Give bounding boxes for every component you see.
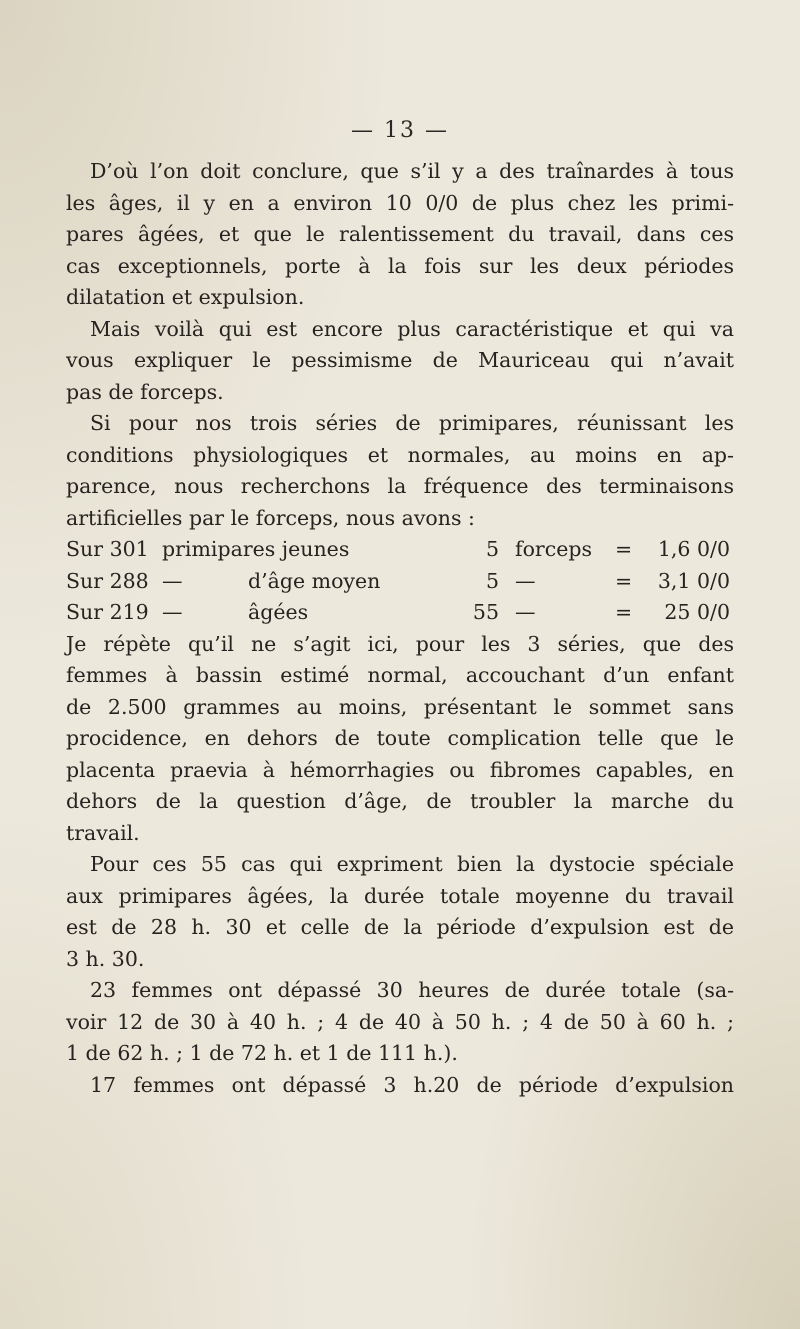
ditto-dash: — — [515, 600, 536, 624]
forceps-table — [66, 534, 734, 629]
percent-cell: 3,1 0/0 — [657, 568, 730, 593]
table-row — [66, 534, 734, 566]
label-cell — [499, 566, 615, 598]
label-cell — [499, 597, 615, 629]
body-text — [66, 156, 734, 1101]
paragraph-line: Je répète qu’il ne s’agit ici, pour les 3 séries, que des — [66, 631, 734, 656]
paragraph-line: D’où l’on doit conclure, que s’il y a des traînardes à tous — [90, 159, 734, 183]
paragraph-line: 1 de 62 h. ; 1 de 72 h. et 1 de 111 h.). — [66, 1041, 458, 1065]
paragraph-line: Mais voilà qui est encore plus caractéristique et qui va — [90, 316, 734, 341]
equals-cell: = — [615, 537, 633, 561]
equals-cell: = — [615, 568, 633, 593]
paragraph-line: voir 12 de 30 à 40 h. ; 4 de 40 à 50 h. ; 4 de 50 à 60 h. ; — [66, 1009, 734, 1034]
table-row — [66, 597, 734, 629]
count-cell: 5 — [485, 537, 499, 561]
label-cell: forceps — [515, 537, 592, 561]
series-cell: Sur 301 — [66, 537, 149, 561]
group-cell — [162, 534, 396, 566]
paragraph-line: Pour ces 55 cas qui expriment bien la dystocie spéciale — [90, 852, 734, 876]
equals-cell: = — [615, 600, 633, 624]
paragraph-line: aux primipares âgées, la durée totale moyenne du travail — [66, 883, 734, 908]
paragraph-line: 23 femmes ont dépassé 30 heures de durée totale (sa- — [90, 978, 734, 1002]
paragraph-line: femmes à bassin estimé normal, accouchant d’un enfant — [66, 663, 734, 687]
page-number: — 13 — — [351, 118, 449, 143]
ditto-dash: — — [162, 600, 183, 624]
paragraph-line: les âges, il y en a environ 10 0/0 de plus chez les primi- — [66, 190, 734, 215]
paragraph-line: travail. — [66, 820, 140, 845]
paragraph-line: 17 femmes ont dépassé 3 h.20 de période d’expulsion — [90, 1072, 734, 1097]
series-cell: Sur 219 — [66, 600, 149, 624]
paragraph-line: 3 h. 30. — [66, 946, 145, 971]
paragraph-line: placenta praevia à hémorrhagies ou fibromes capables, en — [66, 757, 734, 782]
paragraph-line: conditions physiologiques et normales, au moins en ap- — [66, 442, 734, 467]
paragraph-line: pas de forceps. — [66, 379, 224, 404]
paragraph-line: vous expliquer le pessimisme de Mauriceau qui n’avait — [66, 348, 734, 372]
percent-cell: 1,6 0/0 — [657, 537, 730, 561]
paragraph-line: Si pour nos trois séries de primipares, réunissant les — [90, 411, 734, 435]
count-cell: 5 — [485, 568, 499, 593]
group-label: d’âge moyen — [248, 568, 381, 593]
paragraph-line: artificielles par le forceps, nous avons : — [66, 505, 475, 530]
paragraph-line: procidence, en dehors de toute complication telle que le — [66, 726, 734, 750]
group-label: primipares jeunes — [162, 537, 350, 561]
paragraph-line: est de 28 h. 30 et celle de la période d’expulsion est de — [66, 915, 734, 939]
count-cell: 55 — [472, 600, 499, 624]
paragraph-line: pares âgées, et que le ralentissement du travail, dans ces — [66, 222, 734, 246]
paragraph-line: dilatation et expulsion. — [66, 285, 305, 309]
percent-cell: 25 0/0 — [664, 600, 730, 624]
paragraph-line: parence, nous recherchons la fréquence des terminaisons — [66, 474, 734, 498]
group-label: âgées — [248, 600, 309, 624]
paragraph-line: dehors de la question d’âge, de troubler la marche du — [66, 789, 734, 813]
series-cell: Sur 288 — [66, 568, 149, 593]
group-cell — [162, 597, 396, 629]
paragraph-line: cas exceptionnels, porte à la fois sur les deux périodes — [66, 253, 734, 278]
ditto-dash: — — [515, 568, 536, 593]
group-cell — [162, 566, 396, 598]
table-row — [66, 566, 734, 598]
paragraph-line: de 2.500 grammes au moins, présentant le sommet sans — [66, 694, 734, 719]
ditto-dash: — — [162, 568, 183, 593]
